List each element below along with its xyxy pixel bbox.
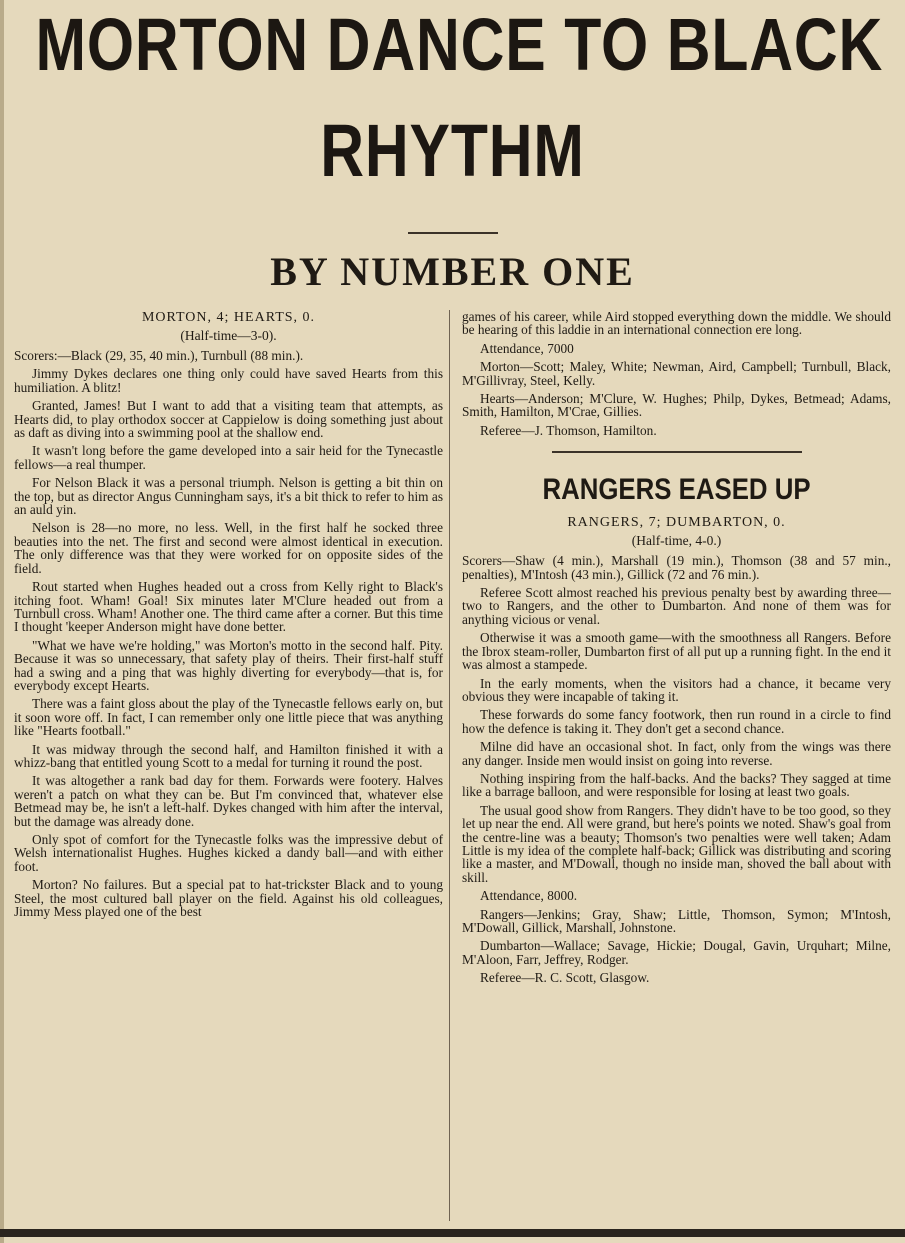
paragraph: Morton? No failures. But a special pat to hat-trickster Black and to young Steel, the most cultured ball player on the field. Against his old colleagues, Jimmy Mess played one of the best (14, 877, 443, 920)
match2-result: RANGERS, 7; DUMBARTON, 0. (567, 515, 786, 531)
paragraph: Otherwise it was a smooth game—with the smoothness all Rangers. Before the Ibrox steam-roller, Dumbarton first of all put up a running fight. In the end it was almost a stampede. (462, 630, 891, 673)
paragraph: The usual good show from Rangers. They didn't have to be too good, so they let up near the end. All were grand, but here's points we noted. Shaw's goal from the centre-line was a beauty; Thomson's two penalties were well taken; Adam Little is my idea of the complete half-back; Gillick was distributing and scoring like a master, and M'Dowall, though no inside man, shoved the ball about with skill. (462, 802, 891, 885)
paragraph: For Nelson Black it was a personal triumph. Nelson is getting a bit thin on the top, but as director Angus Cunningham says, it's a bit thick to refer to him as an auld yin. (14, 475, 443, 518)
article-columns (14, 310, 891, 1221)
column-right (450, 310, 891, 1221)
column-left (14, 310, 450, 1221)
bottom-rule (0, 1229, 905, 1237)
headline-line-2: RHYTHM (320, 109, 585, 192)
team-lineup-morton: Morton—Scott; Maley, White; Newman, Aird, Campbell; Turnbull, Black, M'Gillivray, Steel, Kelly. (462, 359, 891, 388)
referee: Referee—J. Thomson, Hamilton. (480, 422, 657, 438)
paragraph: Nothing inspiring from the half-backs. And the backs? They sagged at time like a barrage balloon, and were responsible for losing at least two goals. (462, 770, 891, 800)
paragraph: It was midway through the second half, and Hamilton finished it with a whizz-bang that entitled young Scott to a medal for turning it round the post. (14, 741, 443, 770)
subheadline: BY NUMBER ONE (270, 249, 635, 294)
attendance: Attendance, 8000. (480, 888, 578, 904)
paragraph: Milne did have an occasional shot. In fact, only from the wings was there any danger. Inside men would insist on going into reverse. (462, 739, 891, 768)
paragraph: These forwards do some fancy footwork, then run round in a circle to find how the defence is taking it. They don't get a second chance. (462, 707, 891, 736)
match2-title: RANGERS EASED UP (542, 473, 811, 507)
referee: Referee—R. C. Scott, Glasgow. (480, 970, 650, 986)
match1-result: MORTON, 4; HEARTS, 0. (141, 310, 316, 325)
paragraph: games of his career, while Aird stopped everything down the middle. We should be hearing of this laddie in an international connection ere long. (462, 310, 891, 338)
paragraph: Rout started when Hughes headed out a cross from Kelly right to Black's itching foot. Wham! Goal! Six minutes later M'Clure headed out from a Turnbull cross. Wham! Another one. The third came after a corner. But this time I thought 'keeper Anderson might have done better. (14, 579, 443, 635)
headline-line-1: MORTON DANCE TO BLACK (35, 3, 884, 86)
headline (35, 0, 884, 192)
match1-halftime: (Half-time—3-0). (180, 328, 277, 343)
paragraph: In the early moments, when the visitors had a chance, it became very obvious they were incapable of taking it. (462, 675, 891, 704)
team-lineup-dumbarton: Dumbarton—Wallace; Savage, Hickie; Dougal, Gavin, Urquhart; Milne, M'Aloon, Farr, Jeffrey, Rodger. (462, 938, 891, 967)
paragraph: "What we have we're holding," was Morton's motto in the second half. Pity. Because it was so unnecessary, that safety play of theirs. Their first-half stuff had a swing and a ping that was highly diverting for everybody—that is, for everybody except Hearts. (14, 637, 443, 693)
paragraph: Nelson is 28—no more, no less. Well, in the first half he socked three beauties into the net. The first and second were almost identical in execution. The only difference was that they were worked for on opposite sides of the field. (14, 520, 443, 576)
match2-halftime: (Half-time, 4-0.) (631, 533, 722, 549)
team-lineup-rangers: Rangers—Jenkins; Gray, Shaw; Little, Thomson, Symon; M'Intosh, M'Dowall, Gillick, Marshall, Johnstone. (462, 906, 891, 935)
paragraph: Only spot of comfort for the Tynecastle folks was the impressive debut of Welsh internationalist Hughes. Hughes kicked a dandy ball—and with either foot. (14, 832, 443, 874)
page-edge (0, 0, 4, 1243)
paragraph: Referee Scott almost reached his previous penalty best by awarding three—two to Rangers, and the other to Dumbarton. And none of them was for anything vicious or venal. (462, 585, 891, 627)
paragraph: Granted, James! But I want to add that a visiting team that attempts, as Hearts did, to play orthodox soccer at Cappielow is doing something just about as daft as diving into a swimming pool at the shallow end. (14, 398, 443, 441)
team-lineup-hearts: Hearts—Anderson; M'Clure, W. Hughes; Philp, Dykes, Betmead; Adams, Smith, Hamilton, M'Crae, Gillies. (462, 391, 891, 420)
paragraph: Jimmy Dykes declares one thing only could have saved Hearts from this humiliation. A blitz! (14, 366, 443, 395)
section-divider (552, 451, 802, 453)
paragraph: Scorers:—Black (29, 35, 40 min.), Turnbull (88 min.). (14, 348, 304, 363)
paragraph: It wasn't long before the game developed into a sair heid for the Tynecastle fellows—a real thumper. (14, 443, 443, 472)
paragraph: It was altogether a rank bad day for them. Forwards were footery. Halves weren't a patch on what they can be. But I'm convinced that, whatever else Betmead may be, he isn't a left-half. Dykes changed with him after the interval, but the damage was already done. (14, 773, 443, 829)
attendance: Attendance, 7000 (480, 340, 574, 356)
headline-divider (408, 232, 498, 234)
paragraph: There was a faint gloss about the play of the Tynecastle fellows early on, but it soon wore off. In fact, I can remember only one little piece that was anything like "Hearts football." (14, 696, 443, 739)
paragraph: Scorers—Shaw (4 min.), Marshall (19 min.), Thomson (38 and 57 min., penalties), M'Intosh (43 min.), Gillick (72 and 76 min.). (462, 553, 891, 582)
